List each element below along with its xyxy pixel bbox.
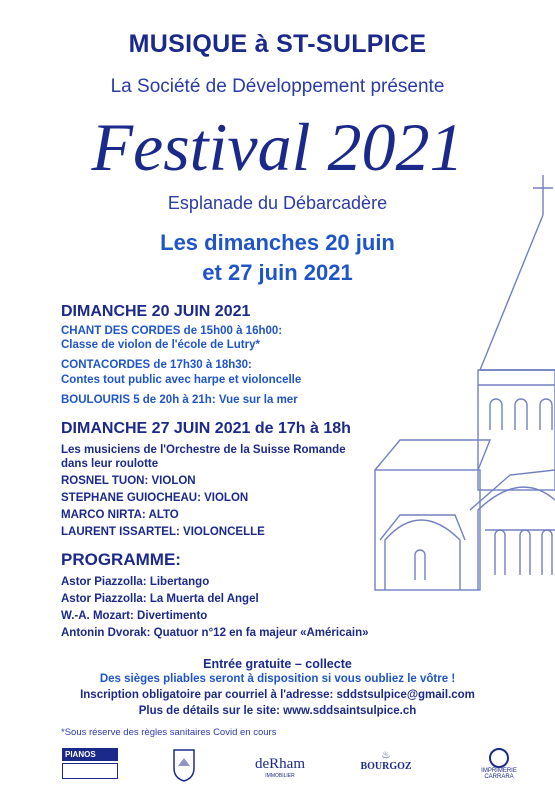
musician-line: MARCO NIRTA: ALTO bbox=[61, 509, 179, 521]
covid-note: *Sous réserve des règles sanitaires Covid en cours bbox=[61, 727, 277, 738]
festival-heading: Festival 2021 bbox=[91, 109, 464, 185]
flame-icon: ♨ bbox=[381, 750, 391, 761]
dates-line-2: et 27 juin 2021 bbox=[202, 260, 353, 285]
programme-item: Astor Piazzolla: La Muerta del Angel bbox=[61, 593, 259, 605]
bourgoz-logo bbox=[356, 748, 416, 782]
event-title: MUSIQUE à ST-SULPICE bbox=[128, 30, 427, 58]
dates-block bbox=[0, 228, 555, 288]
day2-line: Les musiciens de l'Orchestre de la Suisse Romande bbox=[61, 444, 346, 456]
programme-item: Antonin Dvorak: Quatuor n°12 en fa majeur «Américain» bbox=[61, 627, 369, 639]
details-line: Plus de détails sur le site: www.sddsaintsulpice.ch bbox=[138, 705, 417, 717]
imprimerie-logo-text2: CARRARA bbox=[484, 774, 514, 780]
day2-line: dans leur roulotte bbox=[61, 458, 159, 470]
bourgoz-logo-text: BOURGOZ bbox=[360, 761, 412, 772]
pianos-logo bbox=[62, 748, 118, 782]
derham-logo-sub: IMMOBILIER bbox=[265, 773, 295, 779]
day1-line: Contes tout public avec harpe et violoncelle bbox=[61, 374, 302, 386]
commune-crest-icon bbox=[172, 748, 196, 782]
day1-line: Classe de violon de l'école de Lutry* bbox=[61, 339, 260, 351]
entry-line: Entrée gratuite – collecte bbox=[203, 657, 352, 671]
pianos-logo-text: PIANOS bbox=[62, 748, 118, 761]
programme-item: Astor Piazzolla: Libertango bbox=[61, 576, 210, 588]
programme-title: PROGRAMME: bbox=[61, 550, 181, 569]
venue-line: Esplanade du Débarcadère bbox=[167, 193, 388, 213]
dates-line-1: Les dimanches 20 juin bbox=[160, 230, 395, 255]
musician-line: ROSNEL TUON: VIOLON bbox=[61, 475, 196, 487]
day1-title: DIMANCHE 20 JUIN 2021 bbox=[61, 303, 251, 320]
programme-item: W.-A. Mozart: Divertimento bbox=[61, 610, 208, 622]
day2-title: DIMANCHE 27 JUIN 2021 de 17h à 18h bbox=[61, 420, 351, 437]
derham-logo-text: deRham bbox=[255, 756, 305, 772]
imprimerie-icon bbox=[489, 748, 509, 768]
registration-line: Inscription obligatoire par courriel à l'adresse: sddstsulpice@gmail.com bbox=[80, 689, 475, 701]
day1-line: BOULOURIS 5 de 20h à 21h: Vue sur la mer bbox=[61, 394, 298, 406]
derham-logo bbox=[250, 748, 310, 782]
presenter-line: La Société de Développement présente bbox=[110, 76, 445, 97]
day1-line: CONTACORDES de 17h30 à 18h30: bbox=[61, 359, 252, 371]
day1-line: CHANT DES CORDES de 15h00 à 16h00: bbox=[61, 325, 283, 337]
imprimerie-logo bbox=[474, 748, 524, 782]
musician-line: STEPHANE GUIOCHEAU: VIOLON bbox=[61, 492, 249, 504]
musician-line: LAURENT ISSARTEL: VIOLONCELLE bbox=[61, 526, 265, 538]
chairs-line: Des sièges pliables seront à disposition si vous oubliez le vôtre ! bbox=[99, 673, 456, 685]
imprimerie-logo-text: IMPRIMERIE bbox=[481, 768, 517, 774]
